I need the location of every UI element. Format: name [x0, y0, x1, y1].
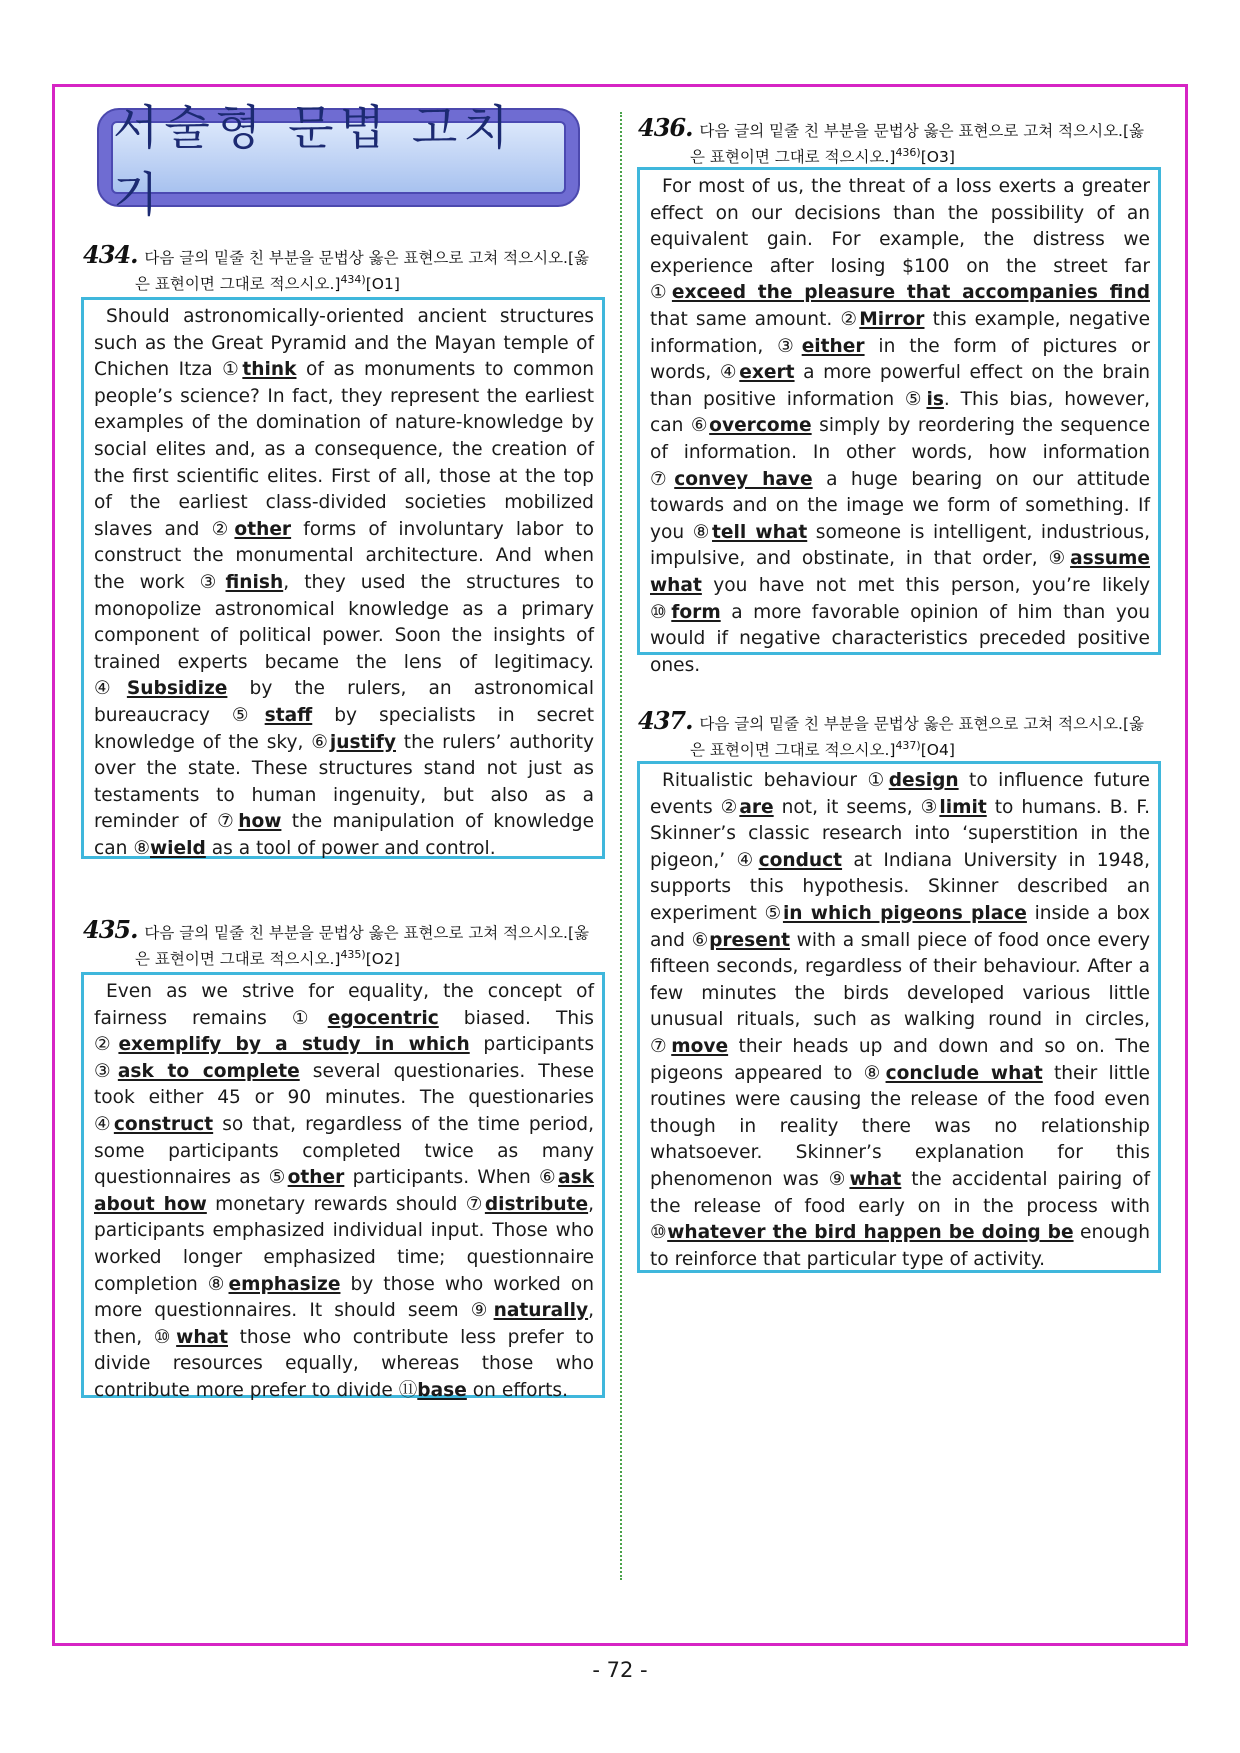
passage-fragment: , participants emphasized individual input. Those who worked longer emphasized time; questionnaire completion [94, 1193, 595, 1295]
question-header-435 [83, 915, 605, 970]
item-marker: ① [867, 770, 889, 791]
question-number: 437. [638, 706, 693, 735]
passage-fragment: by those who worked on more questionnaires. It should seem [94, 1273, 594, 1322]
question-header-434 [83, 240, 605, 295]
passage-fragment: not, it seems, [773, 796, 921, 818]
underlined-expression: form [671, 601, 721, 623]
item-marker: ⑤ [904, 388, 927, 410]
underlined-expression: Mirror [859, 308, 925, 330]
underlined-expression: assume what [650, 548, 1151, 596]
item-marker: ② [840, 308, 860, 330]
passage-fragment: by specialists in secret knowledge of the sky, [94, 704, 594, 753]
underlined-expression: exceed the pleasure that accompanies find [671, 282, 1150, 304]
underlined-expression: distribute [484, 1193, 589, 1215]
underlined-expression: naturally [493, 1300, 589, 1322]
passage-box-435 [81, 972, 605, 1401]
passage-box-434 [81, 297, 605, 859]
passage-fragment: at Indiana University in 1948, supports this hypothesis. Skinner described an experiment [650, 849, 1151, 924]
question-instruction-cont: 은 표현이면 그대로 적으시오.] [690, 148, 896, 167]
passage-fragment: , they used the structures to monopolize astronomical knowledge as a primary component of political power. Soon the insights of trained experts became the lens of legitimacy. [94, 571, 594, 673]
underlined-expression: Subsidize [126, 678, 228, 700]
section-title: 서술형 문법 고치기 [113, 100, 515, 223]
underlined-expression: what [849, 1168, 902, 1190]
passage-fragment: inside a box and [650, 902, 1150, 951]
passage-fragment: . This bias, however, can [650, 388, 1150, 437]
item-marker: ⑨ [828, 1168, 850, 1190]
question-code: [O1] [365, 275, 400, 294]
passage-fragment: biased. This [438, 1007, 594, 1029]
underlined-expression: overcome [709, 415, 812, 437]
underlined-expression: ask to complete [117, 1060, 300, 1082]
passage-fragment: so that, regardless of the time period, some participants completed twice as many questionnaires as [94, 1113, 594, 1189]
question-instruction-cont: 은 표현이면 그대로 적으시오.] [690, 741, 896, 760]
item-marker: ② [94, 1034, 119, 1056]
passage-fragment: you have not met this person, you’re likely [701, 574, 1150, 596]
item-marker: ⑦ [650, 1035, 672, 1057]
underlined-expression: think [242, 359, 297, 381]
question-instruction-cont: 은 표현이면 그대로 적으시오.] [135, 275, 341, 294]
passage-fragment: a more powerful effect on the brain than positive information [650, 362, 1150, 410]
underlined-expression: conduct [758, 849, 843, 871]
underlined-expression: are [739, 796, 774, 818]
item-marker: ② [211, 518, 235, 540]
item-marker: ⑩ [650, 1222, 668, 1244]
item-marker: ④ [94, 1113, 114, 1135]
passage-fragment: the accidental pairing of the release of food early on in the process with [650, 1168, 1150, 1217]
item-marker: ⑤ [764, 902, 783, 924]
item-marker: ⑦ [650, 468, 675, 490]
passage-fragment: enough to reinforce that particular type of activity. [650, 1222, 1150, 1270]
passage-text [650, 174, 1150, 679]
underlined-expression: either [801, 335, 865, 357]
underlined-expression: how [238, 811, 282, 833]
passage-fragment: , then, [94, 1300, 595, 1348]
question-header-437 [638, 706, 1160, 761]
passage-fragment: that same amount. [650, 308, 841, 330]
question-instruction-cont: 은 표현이면 그대로 적으시오.] [135, 950, 341, 969]
section-title-banner [97, 100, 580, 223]
passage-box-436 [637, 167, 1161, 676]
passage-fragment: Should astronomically-oriented ancient structures such as the Great Pyramid and the Mayan temple of Chichen Itza [94, 306, 594, 381]
item-marker: ③ [920, 796, 940, 818]
item-marker: ④ [736, 849, 759, 871]
passage-fragment: Ritualistic behaviour [662, 770, 868, 791]
underlined-expression: convey have [674, 468, 813, 490]
passage-fragment: someone is intelligent, industrious, impulsive, and obstinate, in that order, [650, 521, 1151, 570]
item-marker: ⑦ [217, 811, 239, 833]
item-marker: ⑧ [692, 521, 713, 543]
question-code: [O2] [365, 950, 400, 969]
underlined-expression: justify [329, 731, 396, 753]
question-instruction: 다음 글의 밑줄 친 부분을 문법상 옳은 표현으로 고쳐 적으시오.[옳 [144, 249, 590, 267]
passage-fragment: participants. When [344, 1167, 540, 1189]
item-marker: ⑨ [1048, 548, 1071, 570]
passage-fragment: several questionaries. These took either 45 or 90 minutes. The questionaries [94, 1060, 595, 1109]
item-marker: ③ [94, 1060, 118, 1082]
item-marker: ⑤ [231, 704, 265, 726]
underlined-expression: ask about how [94, 1167, 595, 1215]
passage-fragment: on efforts. [466, 1379, 568, 1401]
passage-fragment: simply by reordering the sequence of information. In other words, how information [650, 415, 1151, 463]
passage-text [650, 768, 1150, 1273]
item-marker: ③ [199, 571, 226, 593]
underlined-expression: tell what [712, 521, 808, 543]
underlined-expression: base [417, 1379, 467, 1401]
underlined-expression: in which pigeons place [782, 902, 1027, 924]
item-marker: ⑨ [470, 1300, 494, 1322]
item-marker: ⑥ [311, 731, 330, 753]
item-marker: ① [222, 359, 243, 381]
underlined-expression: emphasize [228, 1273, 341, 1295]
passage-fragment: For most of us, the threat of a loss exerts a greater effect on our decisions than the possibility of an equivalent gain. For example, the distress we experience after losing $100 on the street far [650, 176, 1150, 277]
item-marker: ⑤ [268, 1167, 288, 1189]
question-instruction: 다음 글의 밑줄 친 부분을 문법상 옳은 표현으로 고쳐 적으시오.[옳 [699, 715, 1145, 733]
underlined-expression: construct [113, 1113, 214, 1135]
passage-fragment: a huge bearing on our attitude towards and on the image we form of something. If you [650, 468, 1151, 543]
underlined-expression: limit [939, 796, 987, 818]
underlined-expression: exemplify by a study in which [118, 1034, 470, 1056]
underlined-expression: other [234, 518, 292, 540]
item-marker: ① [291, 1007, 328, 1029]
item-marker: ⑩ [153, 1326, 177, 1348]
column-divider [620, 112, 622, 1580]
passage-fragment: forms of involuntary labor to construct the monumental architecture. And when the work [94, 518, 594, 593]
item-marker: ⑥ [539, 1167, 559, 1189]
item-marker: ⑧ [863, 1062, 886, 1084]
item-marker: ⑥ [691, 929, 710, 951]
underlined-expression: other [287, 1167, 345, 1189]
page-number: - 72 - [592, 1658, 648, 1682]
question-code: [O4] [920, 741, 955, 760]
passage-box-437 [637, 761, 1161, 1273]
passage-fragment: Even as we strive for equality, the concept of fairness remains [94, 981, 594, 1029]
question-code: [O3] [920, 148, 955, 167]
section-title-panel [111, 100, 566, 223]
passage-fragment: their heads up and down and so on. The pigeons appeared to [650, 1035, 1150, 1084]
underlined-expression: wield [149, 837, 206, 859]
question-ref: 437) [895, 739, 921, 752]
passage-fragment: the manipulation of knowledge can [94, 811, 595, 859]
underlined-expression: exert [739, 362, 795, 384]
passage-fragment: the rulers’ authority over the state. These structures stand not just as testaments to human ingenuity, but also as a reminder of [94, 731, 594, 833]
question-instruction: 다음 글의 밑줄 친 부분을 문법상 옳은 표현으로 고쳐 적으시오.[옳 [144, 924, 590, 942]
question-number: 435. [83, 915, 138, 944]
item-marker: ④ [94, 678, 127, 700]
item-marker: ② [720, 796, 740, 818]
question-instruction: 다음 글의 밑줄 친 부분을 문법상 옳은 표현으로 고쳐 적으시오.[옳 [699, 122, 1145, 140]
underlined-expression: is [926, 388, 944, 410]
underlined-expression: staff [264, 704, 313, 726]
item-marker: ④ [719, 362, 740, 384]
item-marker: ① [650, 282, 672, 304]
item-marker: ⑥ [690, 415, 710, 437]
item-marker: ⑧ [207, 1273, 229, 1295]
passage-text [94, 304, 594, 862]
passage-fragment: those who contribute less prefer to divide resources equally, whereas those who contribute more prefer to divide [94, 1326, 594, 1401]
item-marker: ⑩ [650, 601, 672, 623]
passage-fragment: this example, negative information, [650, 308, 1151, 357]
item-marker: ⑧ [133, 837, 150, 859]
underlined-expression: design [888, 770, 959, 791]
item-marker: ⑪ [398, 1379, 418, 1401]
passage-fragment: a more favorable opinion of him than you would if negative characteristics preceded positive ones. [650, 601, 1151, 676]
underlined-expression: what [176, 1326, 228, 1348]
passage-fragment: their little routines were causing the release of the food even though in reality there was no relationship whatsoever. Skinner’s explanation for this phenomenon was [650, 1062, 1150, 1190]
passage-fragment: to influence future events [650, 770, 1150, 818]
passage-fragment: as a tool of power and control. [205, 837, 496, 859]
item-marker: ③ [777, 335, 802, 357]
underlined-expression: finish [225, 571, 284, 593]
passage-fragment: by the rulers, an astronomical bureaucracy [94, 678, 594, 726]
underlined-expression: move [671, 1035, 729, 1057]
question-ref: 436) [895, 146, 921, 159]
passage-fragment: with a small piece of food once every fifteen seconds, regardless of their behaviour. After a few minutes the birds developed various little unusual rituals, such as walking round in circles, [650, 929, 1150, 1031]
underlined-expression: conclude what [885, 1062, 1043, 1084]
passage-fragment: participants [469, 1034, 595, 1056]
underlined-expression: present [709, 929, 790, 951]
passage-fragment: to humans. B. F. Skinner’s classic research into ‘superstition in the pigeon,’ [650, 796, 1151, 871]
passage-fragment: monetary rewards should [206, 1193, 466, 1215]
passage-text [94, 979, 594, 1405]
question-ref: 435) [340, 948, 366, 961]
item-marker: ⑦ [465, 1193, 485, 1215]
question-header-436 [638, 113, 1160, 168]
passage-fragment: of as monuments to common people’s science? In fact, they represent the earliest examples of the domination of nature-knowledge by social elites and, as a consequence, the creation of the first scientific elites. First of all, those at the top of the earliest class-divided societies mobilized slaves and [94, 359, 594, 540]
question-number: 436. [638, 113, 693, 142]
question-ref: 434) [340, 273, 366, 286]
underlined-expression: egocentric [327, 1007, 439, 1029]
passage-fragment: in the form of pictures or words, [650, 335, 1151, 384]
underlined-expression: whatever the bird happen be doing be [667, 1222, 1074, 1244]
question-number: 434. [83, 240, 138, 269]
